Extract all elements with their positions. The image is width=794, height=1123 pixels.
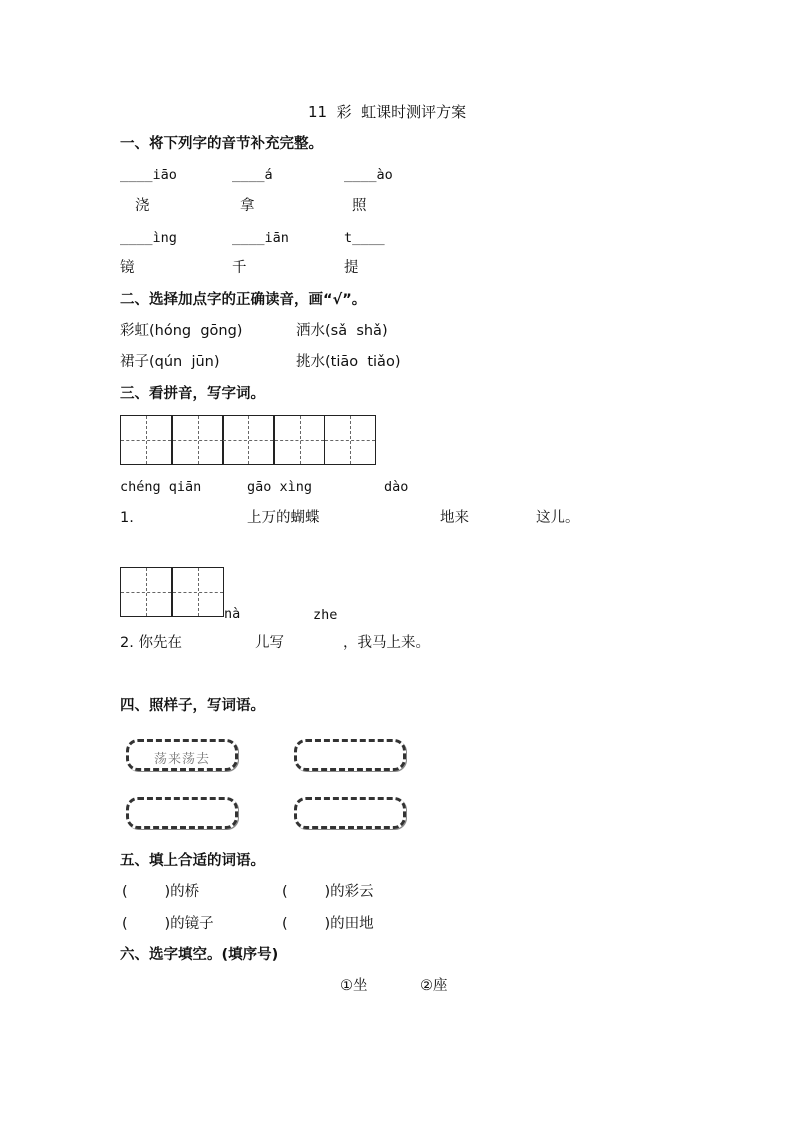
character: 照 (352, 198, 367, 214)
fill-phrase[interactable]: ( )的镜子 (122, 916, 214, 932)
reading-choice[interactable]: 洒水(sǎ shǎ) (296, 323, 388, 339)
option-2: ②座 (420, 978, 448, 994)
pinyin-label: dào (384, 479, 409, 495)
fill-phrase[interactable]: ( )的田地 (282, 916, 374, 932)
sentence-number: 1. (120, 510, 134, 526)
writing-grid-na[interactable] (120, 567, 172, 617)
grid-cell[interactable] (173, 416, 223, 464)
section4-heading: 四、照样子，写词语。 (120, 698, 265, 714)
syllable-blank[interactable]: ____ào (344, 167, 393, 183)
section6-heading: 六、选字填空。(填序号) (120, 947, 279, 963)
section2-heading: 二、选择加点字的正确读音，画“√”。 (120, 292, 367, 308)
character: 提 (344, 260, 359, 276)
character: 拿 (240, 198, 255, 214)
word-box[interactable] (294, 797, 406, 829)
sentence-text: 上万的蝴蝶 (247, 510, 320, 526)
reading-choice[interactable]: 裙子(qún jūn) (120, 354, 220, 370)
grid-cell[interactable] (223, 416, 273, 464)
character: 千 (232, 260, 247, 276)
pinyin-label: nà (224, 606, 241, 622)
syllable-blank[interactable]: ____iāo (120, 167, 177, 183)
example-word: 荡来荡去 (153, 752, 210, 767)
sentence-text: 地来 (440, 510, 469, 526)
writing-grid-zhe[interactable] (172, 567, 224, 617)
fill-phrase[interactable]: ( )的桥 (122, 884, 200, 900)
word-box[interactable] (126, 797, 238, 829)
fill-phrase[interactable]: ( )的彩云 (282, 884, 374, 900)
syllable-blank[interactable]: ____á (232, 167, 273, 183)
sentence-text: 这儿。 (536, 510, 580, 526)
syllable-blank[interactable]: t____ (344, 230, 385, 246)
grid-cell[interactable] (121, 416, 171, 464)
sentence-text: 2. 你先在 (120, 635, 182, 651)
sentence-text: 儿写 (255, 635, 284, 651)
writing-grid-gaoxing[interactable] (222, 415, 274, 465)
character: 浇 (135, 198, 150, 214)
sentence-text: ，我马上来。 (343, 635, 430, 651)
grid-cell[interactable] (275, 416, 325, 464)
reading-choice[interactable]: 挑水(tiāo tiǎo) (296, 354, 401, 370)
pinyin-label: gāo xìng (247, 479, 313, 495)
section3-heading: 三、看拼音，写字词。 (120, 386, 265, 402)
page-title: 11 彩 虹课时测评方案 (308, 103, 467, 121)
writing-grid-chengqian[interactable] (120, 415, 172, 465)
syllable-blank[interactable]: ____ìng (120, 230, 177, 246)
reading-choice[interactable]: 彩虹(hóng gōng) (120, 323, 243, 339)
writing-grid-chengqian-2[interactable] (172, 415, 224, 465)
option-1: ①坐 (340, 978, 368, 994)
example-word-box (126, 739, 238, 771)
section5-heading: 五、填上合适的词语。 (120, 853, 265, 869)
writing-grid-dao[interactable] (274, 415, 376, 465)
word-box[interactable] (294, 739, 406, 771)
grid-cell[interactable] (121, 568, 171, 616)
grid-cell[interactable] (325, 416, 375, 464)
pinyin-label: chéng qiān (120, 479, 202, 495)
character: 镜 (120, 260, 135, 276)
grid-cell[interactable] (173, 568, 223, 616)
pinyin-label: zhe (313, 607, 338, 623)
syllable-blank[interactable]: ____iān (232, 230, 289, 246)
section1-heading: 一、将下列字的音节补充完整。 (120, 136, 323, 152)
